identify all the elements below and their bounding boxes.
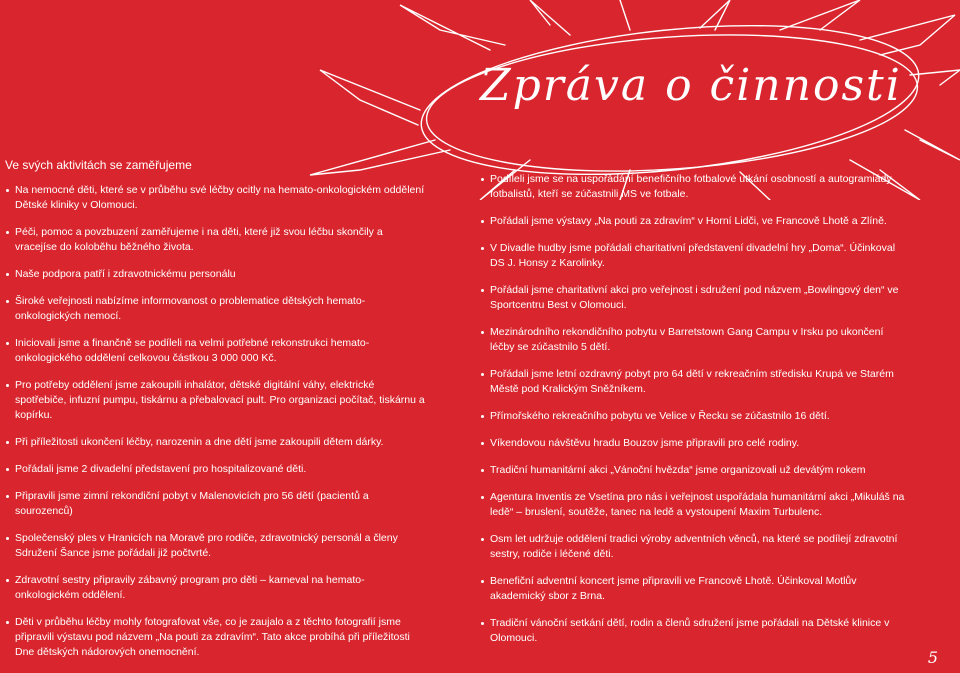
list-item: Připravili jsme zimní rekondiční pobyt v Malenovicích pro 56 dětí (pacientů a sourozenců) [5,489,425,519]
page-title: Zpráva o činnosti [480,60,902,111]
list-item: Široké veřejnosti nabízíme informovanost o problematice dětských hemato-onkologických nemocí. [5,294,425,324]
list-item: Pro potřeby oddělení jsme zakoupili inhalátor, dětské digitální váhy, elektrické spotřebiče, infuzní pumpu, tiskárnu a přebalovací pult. Pro organizaci počítač, tiskárnu a kopírku. [5,378,425,423]
list-item: Víkendovou návštěvu hradu Bouzov jsme připravili pro celé rodiny. [480,436,910,451]
list-item: Společenský ples v Hranicích na Moravě pro rodiče, zdravotnický personál a členy Sdružení Šance jsme pořádali již počtvrté. [5,531,425,561]
list-item: Tradiční humanitární akci „Vánoční hvězda“ jsme organizovali už devátým rokem [480,463,910,478]
list-item: Benefiční adventní koncert jsme připravili ve Francově Lhotě. Účinkoval Motlův akademický sbor z Brna. [480,574,910,604]
list-item: Při příležitosti ukončení léčby, narozenin a dne dětí jsme zakoupili dětem dárky. [5,435,425,450]
list-item: Na nemocné děti, které se v průběhu své léčby ocitly na hemato-onkologickém oddělení Dětské kliniky v Olomouci. [5,183,425,213]
list-item: Pořádali jsme výstavy „Na pouti za zdravím“ v Horní Lidči, ve Francově Lhotě a Zlíně. [480,214,910,229]
list-item: Péči, pomoc a povzbuzení zaměřujeme i na děti, které již svou léčbu skončily a vracejíse do koloběhu běžného života. [5,225,425,255]
list-item: Pořádali jsme 2 divadelní představení pro hospitalizované děti. [5,462,425,477]
list-item: Přímořského rekreačního pobytu ve Velice v Řecku se zúčastnilo 16 dětí. [480,409,910,424]
list-item: Pořádali jsme charitativní akci pro veřejnost i sdružení pod názvem „Bowlingový den“ ve Sportcentru Best v Olomouci. [480,283,910,313]
list-item: Mezinárodního rekondičního pobytu v Barretstown Gang Campu v Irsku po ukončení léčby se zúčastnilo 5 dětí. [480,325,910,355]
right-activity-list [480,172,910,658]
list-item: Pořádali jsme letní ozdravný pobyt pro 64 dětí v rekreačním středisku Krupá ve Starém Městě pod Kralickým Sněžníkem. [480,367,910,397]
list-item: Tradiční vánoční setkání dětí, rodin a členů sdružení jsme pořádali na Dětské klinice v Olomouci. [480,616,910,646]
list-item: Zdravotní sestry připravily zábavný program pro děti – karneval na hemato-onkologickém oddělení. [5,573,425,603]
intro-heading: Ve svých aktivitách se zaměřujeme [5,158,192,172]
list-item: Iniciovali jsme a finančně se podíleli na velmi potřebné rekonstrukci hemato-onkologického oddělení celkovou částkou 3 000 000 Kč. [5,336,425,366]
page-number: 5 [927,648,938,667]
left-activity-list [5,183,425,672]
list-item: Osm let udržuje oddělení tradici výroby adventních věnců, na které se podílejí zdravotní sestry, rodiče i léčené děti. [480,532,910,562]
list-item: Podíleli jsme se na uspořádání benefičního fotbalové utkání osobností a autogramiády fotbalistů, kteří se zúčastnili MS ve fotbale. [480,172,910,202]
list-item: Agentura Inventis ze Vsetína pro nás i veřejnost uspořádala humanitární akci „Mikuláš na ledě“ – bruslení, soutěže, tanec na ledě a vystoupení Maxim Turbulenc. [480,490,910,520]
list-item: Naše podpora patří i zdravotnickému personálu [5,267,425,282]
list-item: Děti v průběhu léčby mohly fotografovat vše, co je zaujalo a z těchto fotografií jsme připravili výstavu pod názvem „Na pouti za zdravím“. Tato akce probíhá při příležitosti Dne dětských nádorových onemocnění. [5,615,425,660]
list-item: V Divadle hudby jsme pořádali charitativní představení divadelní hry „Doma“. Účinkoval DS J. Honsy z Karolinky. [480,241,910,271]
